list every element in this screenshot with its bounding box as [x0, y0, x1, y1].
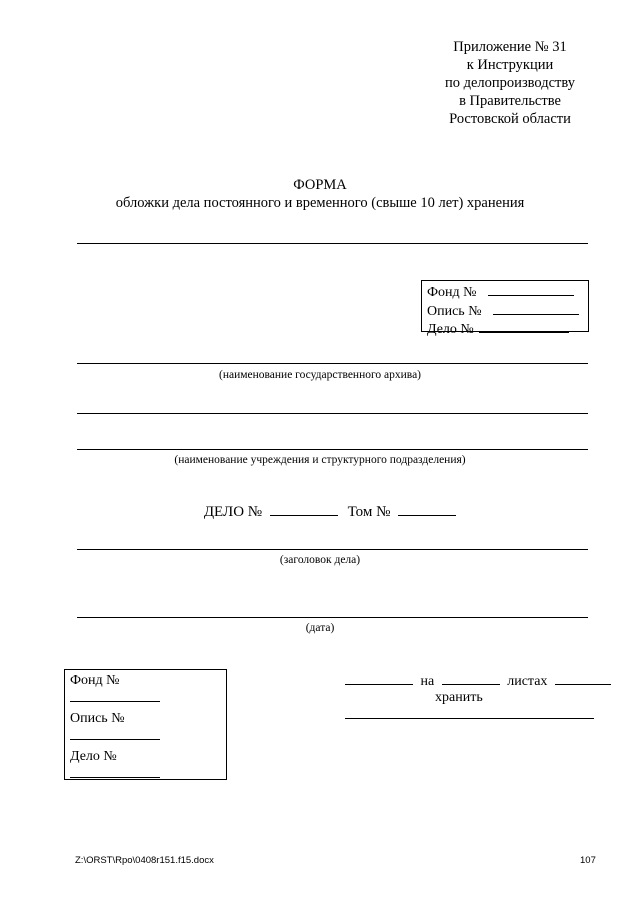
fond-label: Фонд №	[70, 673, 120, 688]
case-heading-line[interactable]	[77, 549, 588, 550]
sheets-extra-field[interactable]	[555, 672, 611, 685]
sheets-number-field[interactable]	[442, 672, 500, 685]
footer-page-number: 107	[580, 855, 596, 866]
keep-period-line[interactable]	[345, 718, 594, 719]
footer-file-path: Z:\ORST\Rpo\0408r151.f15.docx	[75, 855, 214, 866]
delo-row	[427, 320, 583, 339]
opis-field[interactable]	[70, 739, 160, 740]
delo-label: Дело №	[70, 749, 117, 764]
institution-name-line-2[interactable]	[77, 449, 588, 450]
annex-header	[380, 38, 640, 128]
delo-field[interactable]	[70, 777, 160, 778]
archive-name-caption: (наименование государственного архива)	[218, 369, 422, 381]
sheets-label: листах	[507, 674, 548, 689]
opis-field[interactable]	[493, 302, 579, 315]
tom-number-field[interactable]	[398, 503, 456, 516]
fond-label: Фонд №	[427, 285, 477, 300]
annex-line: Ростовской области	[449, 111, 571, 127]
case-heading-caption: (заголовок дела)	[279, 554, 361, 566]
opis-label: Опись №	[427, 303, 482, 319]
keep-label: хранить	[435, 690, 483, 705]
delo-number-field[interactable]	[270, 503, 338, 516]
on-label: на	[420, 674, 435, 689]
form-subtitle: обложки дела постоянного и временного (свыше 10 лет) хранения	[115, 195, 525, 211]
annex-line: в Правительстве	[459, 93, 561, 109]
form-title: ФОРМА	[293, 177, 347, 193]
delo-number-label: ДЕЛО №	[203, 504, 263, 520]
archive-name-line[interactable]	[77, 363, 588, 364]
annex-line: к Инструкции	[466, 57, 554, 73]
separator-line	[77, 243, 588, 244]
institution-name-caption: (наименование учреждения и структурного подразделения)	[174, 454, 466, 466]
date-line[interactable]	[77, 617, 588, 618]
fond-row	[427, 283, 583, 302]
institution-name-line-1[interactable]	[77, 413, 588, 414]
annex-line: по делопроизводству	[444, 75, 575, 91]
opis-label: Опись №	[70, 711, 125, 726]
case-number-line	[0, 503, 640, 521]
sheets-count-line	[345, 672, 611, 690]
fond-field[interactable]	[70, 701, 160, 702]
opis-row	[427, 302, 583, 321]
archive-code-box-bottom	[64, 669, 227, 780]
delo-field[interactable]	[479, 320, 569, 333]
fond-field[interactable]	[488, 283, 574, 296]
sheets-count-field[interactable]	[345, 672, 413, 685]
date-caption: (дата)	[305, 622, 335, 634]
tom-number-label: Том №	[347, 504, 391, 520]
annex-line: Приложение № 31	[453, 39, 567, 55]
delo-label: Дело №	[427, 322, 474, 337]
archive-code-box-top	[421, 280, 589, 337]
